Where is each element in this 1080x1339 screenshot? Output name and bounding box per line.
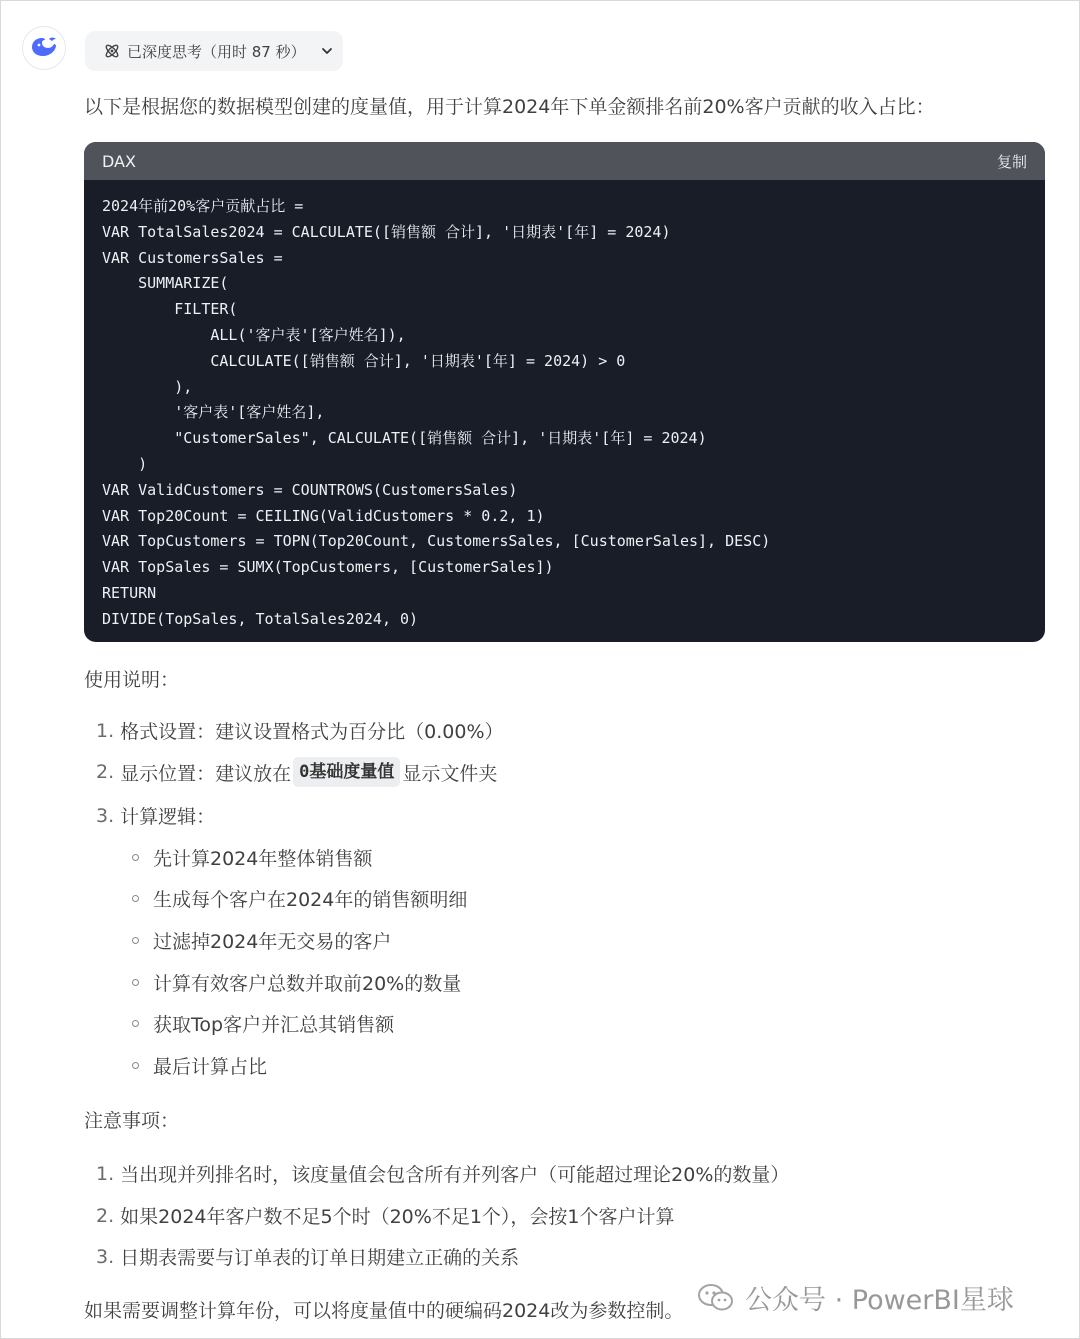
code-line: VAR Top20Count = CEILING(ValidCustomers * 0.2, 1) <box>102 506 545 525</box>
bullet-circle-icon <box>132 1062 139 1069</box>
code-line: "CustomerSales", CALCULATE([销售额 合计], '日期表'[年] = 2024) <box>102 429 707 448</box>
assistant-avatar <box>22 26 66 70</box>
list-number: 1. <box>96 719 115 742</box>
logic-item-text: 最后计算占比 <box>153 1056 268 1078</box>
code-line: CALCULATE([销售额 合计], '日期表'[年] = 2024) > 0 <box>102 351 626 370</box>
code-block <box>84 142 1045 642</box>
thinking-label: 已深度思考（用时 87 秒） <box>127 42 306 61</box>
code-content <box>84 180 1045 633</box>
bullet-circle-icon <box>132 854 139 861</box>
note-item <box>96 1160 789 1187</box>
code-line: '客户表'[客户姓名], <box>102 403 325 422</box>
bullet-circle-icon <box>132 895 139 902</box>
logic-item-text: 生成每个客户在2024年的销售额明细 <box>153 889 468 911</box>
atom-icon <box>103 42 121 60</box>
code-line: VAR ValidCustomers = COUNTROWS(CustomersSales) <box>102 480 518 499</box>
logic-item <box>132 1052 267 1079</box>
bullet-circle-icon <box>132 937 139 944</box>
code-language-label: DAX <box>102 151 136 171</box>
usage-item-text: 计算逻辑： <box>120 806 216 828</box>
thinking-toggle[interactable] <box>85 31 343 71</box>
copy-button[interactable]: 复制 <box>996 152 1027 171</box>
code-line: ) <box>102 454 148 473</box>
code-line: VAR TopCustomers = TOPN(Top20Count, CustomersSales, [CustomerSales], DESC) <box>102 532 771 551</box>
intro-text: 以下是根据您的数据模型创建的度量值，用于计算2024年下单金额排名前20%客户贡献的收入占比： <box>84 96 935 118</box>
code-line: ), <box>102 377 193 396</box>
logic-item-text: 获取Top客户并汇总其销售额 <box>153 1014 395 1036</box>
code-line: DIVIDE(TopSales, TotalSales2024, 0) <box>102 609 419 628</box>
logic-item-text: 先计算2024年整体销售额 <box>153 848 373 870</box>
chevron-down-icon <box>320 44 334 58</box>
usage-title: 使用说明： <box>84 669 180 691</box>
code-line: 2024年前20%客户贡献占比 = <box>102 197 304 215</box>
note-item <box>96 1202 675 1229</box>
note-item-text: 日期表需要与订单表的订单日期建立正确的关系 <box>120 1247 520 1269</box>
usage-item <box>96 802 215 829</box>
usage-item-text: 格式设置：建议设置格式为百分比（0.00%） <box>120 721 504 743</box>
usage-item <box>96 757 497 787</box>
notes-title: 注意事项： <box>84 1110 180 1132</box>
note-item-text: 如果2024年客户数不足5个时（20%不足1个），会按1个客户计算 <box>120 1206 675 1228</box>
bullet-circle-icon <box>132 1020 139 1027</box>
code-line: FILTER( <box>102 300 238 319</box>
logic-item <box>132 927 391 954</box>
logic-item-text: 计算有效客户总数并取前20%的数量 <box>153 973 462 995</box>
list-number: 2. <box>96 1204 115 1227</box>
logic-item <box>132 1010 394 1037</box>
code-header <box>84 142 1045 180</box>
list-number: 3. <box>96 804 115 827</box>
footer-text: 如果需要调整计算年份，可以将度量值中的硬编码2024改为参数控制。 <box>84 1300 684 1322</box>
list-number: 1. <box>96 1162 115 1185</box>
note-item <box>96 1243 519 1270</box>
code-line: ALL('客户表'[客户姓名]), <box>102 325 406 344</box>
logic-item <box>132 844 372 871</box>
code-line: RETURN <box>102 583 157 602</box>
bullet-circle-icon <box>132 979 139 986</box>
wechat-icon <box>697 1283 735 1313</box>
watermark <box>697 1278 1014 1317</box>
note-item-text: 当出现并列排名时，该度量值会包含所有并列客户（可能超过理论20%的数量） <box>120 1164 790 1186</box>
logic-item <box>132 969 461 996</box>
usage-item-text: 显示位置：建议放在 <box>120 762 292 785</box>
logic-item-text: 过滤掉2024年无交易的客户 <box>153 931 392 953</box>
inline-code: 0基础度量值 <box>293 757 400 787</box>
code-line: VAR TopSales = SUMX(TopCustomers, [CustomerSales]) <box>102 558 554 577</box>
logic-item <box>132 885 467 912</box>
whale-logo-icon <box>29 33 59 63</box>
usage-item <box>96 717 504 744</box>
list-number: 3. <box>96 1245 115 1268</box>
list-number: 2. <box>96 761 115 783</box>
usage-item-text: 显示文件夹 <box>402 762 498 785</box>
code-line: VAR CustomersSales = <box>102 248 283 267</box>
code-line: VAR TotalSales2024 = CALCULATE([销售额 合计], '日期表'[年] = 2024) <box>102 222 671 241</box>
watermark-text: 公众号 · PowerBI星球 <box>745 1285 1014 1316</box>
code-line: SUMMARIZE( <box>102 274 229 293</box>
